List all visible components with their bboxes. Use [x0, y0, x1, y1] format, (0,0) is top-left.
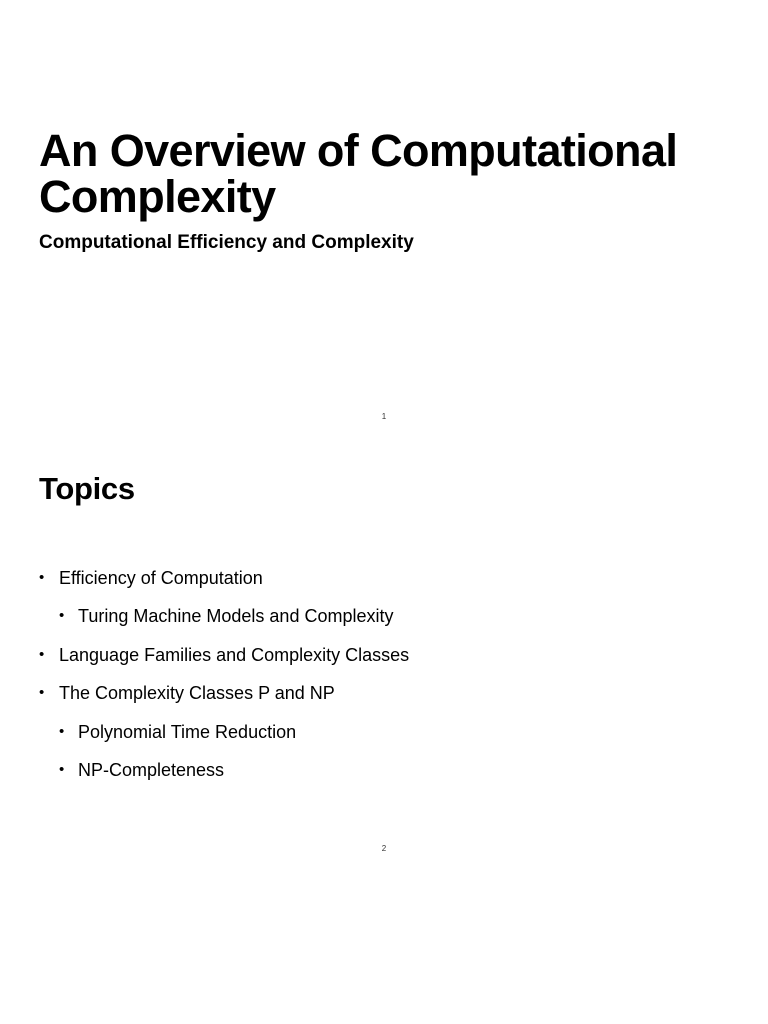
bullet-icon: •	[59, 760, 65, 778]
bullet-icon: •	[39, 645, 45, 663]
slide-title-heading: An Overview of Computational Complexity	[39, 125, 678, 222]
list-item-text: Polynomial Time Reduction	[78, 721, 297, 742]
list-item-text: Language Families and Complexity Classes	[59, 644, 410, 665]
list-item-text: The Complexity Classes P and NP	[59, 683, 335, 704]
slide-title	[0, 0, 768, 432]
list-item-text: Turing Machine Models and Complexity	[78, 606, 394, 627]
slide-subtitle: Computational Efficiency and Complexity	[39, 232, 414, 253]
bullet-icon: •	[59, 722, 65, 740]
bullet-icon: •	[39, 684, 45, 702]
page-number: 2	[381, 844, 387, 853]
list-item-text: NP-Completeness	[78, 759, 225, 780]
page-number: 1	[381, 412, 387, 421]
bullet-icon: •	[39, 569, 45, 586]
bullet-icon: •	[59, 607, 65, 625]
list-item-text: Efficiency of Computation	[59, 568, 263, 588]
topics-heading: Topics	[39, 471, 135, 506]
slide-topics	[0, 432, 768, 864]
